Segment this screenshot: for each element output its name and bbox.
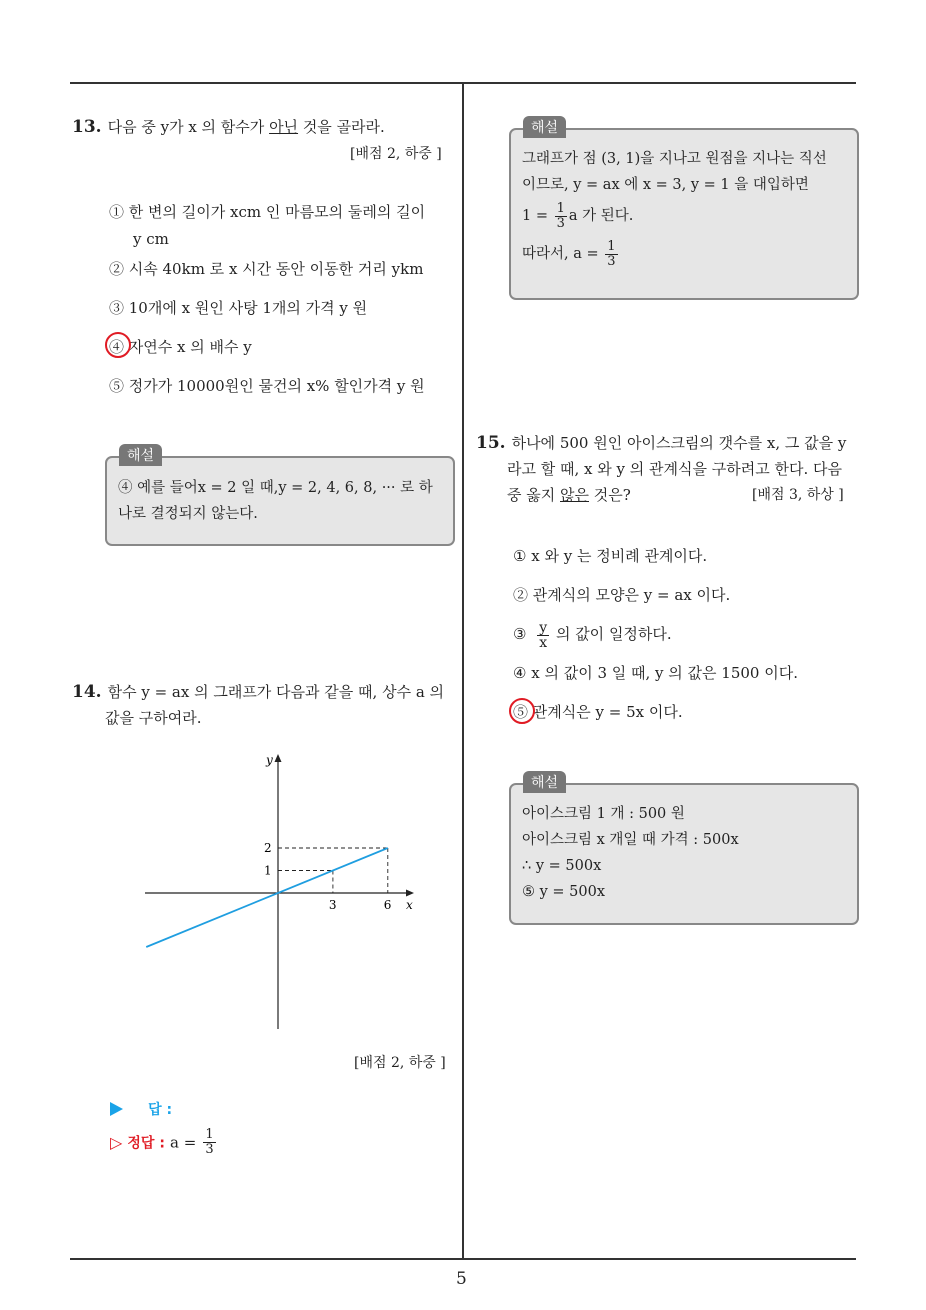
q13-option-2: ② 시속 40km 로 x 시간 동안 이동한 거리 ykm [109,260,424,278]
question-number: 14. [72,682,102,702]
x-axis-label: x [406,898,413,912]
correct-answer-row [110,1128,218,1168]
play-icon [110,1102,123,1116]
question-15-line3: 중 옳지 않은 것은? [507,486,631,504]
page-number: 5 [456,1269,467,1289]
q14-meta: [배점 2, 하중 ] [354,1055,446,1071]
question-number: 13. [72,117,102,137]
question-14: 14. 함수 y = ax 의 그래프가 다음과 같을 때, 상수 a 의 [72,682,445,702]
column-divider [462,82,464,1260]
q14-explanation-tag: 해설 [523,116,566,138]
q15-option-1: ① x 와 y 는 정비례 관계이다. [513,547,708,565]
q13-explanation-tag: 해설 [119,444,162,466]
linear-function-graph [140,748,440,1038]
outline-play-icon: ▷ [110,1133,123,1152]
question-13: 13. 다음 중 y가 x 의 함수가 아닌 것을 골라라. [72,117,385,137]
fraction: $\frac{1}{3}$ [556,200,565,231]
q15-meta: [배점 3, 하상 ] [752,487,844,503]
q15-option-2: ② 관계식의 모양은 y = ax 이다. [513,586,731,604]
fraction: $\frac{y}{x}$ [539,619,548,651]
q13-option-3: ③ 10개에 x 원인 사탕 1개의 가격 y 원 [109,299,368,317]
question-number: 15. [476,433,506,453]
q13-option-1-cont: y cm [133,230,169,248]
fraction: $\frac{1}{3}$ [607,238,616,269]
question-14-line2: 값을 구하여라. [105,709,202,727]
x-tick-label: 3 [328,898,337,912]
q15-explanation-tag: 해설 [523,771,566,793]
q15-option-3: ③ $\frac{y}{x}$ 의 값이 일정하다. [513,619,672,651]
q13-option-4: ④ 자연수 x 의 배수 y [109,338,252,356]
answer-label: 답 : [148,1101,173,1118]
q13-option-5: ⑤ 정가가 10000원인 물건의 x% 할인가격 y 원 [109,377,425,395]
correct-fraction: $\frac{1}{3}$ [205,1127,214,1157]
x-tick-label: 6 [383,898,392,912]
answer-mark-circle [509,698,535,724]
y-tick-label: 2 [264,841,272,855]
q15-option-5: ⑤ 관계식은 y = 5x 이다. [513,703,683,721]
question-15: 15. 하나에 500 원인 아이스크림의 갯수를 x, 그 값을 y [476,433,847,453]
y-tick-label: 1 [264,863,272,878]
q13-meta: [배점 2, 하중 ] [350,146,442,162]
correct-prefix: a = [170,1133,197,1152]
q13-option-1: ① 한 변의 길이가 xcm 인 마름모의 둘레의 길이 [109,203,426,221]
q15-option-4: ④ x 의 값이 3 일 때, y 의 값은 1500 이다. [513,664,798,682]
question-15-line2: 라고 할 때, x 와 y 의 관계식을 구하려고 한다. 다음 [507,460,842,478]
x-axis-arrow [406,890,414,897]
answer-row [110,1098,172,1120]
q15-explanation-text: 아이스크림 1 개 : 500 원 아이스크림 x 개일 때 가격 : 500x ∴ y = 500x ⑤ y = 500x [522,806,739,900]
bottom-rule [70,1258,856,1260]
y-axis-label: y [266,753,273,767]
q14-explanation-text: 그래프가 점 (3, 1)을 지나고 원점을 지나는 직선 이므로, y = ax 에 x = 3, y = 1 을 대입하면 1 = $\frac{1}{3}$ a 가 된다. 따라서, a = $\frac{1}{3}$ [522,151,827,269]
correct-label: 정답 : [127,1135,165,1152]
answer-mark-circle [105,332,131,358]
q13-explanation-text: ④ 예를 들어x = 2 일 때,y = 2, 4, 6, 8, ··· 로 하 나로 결정되지 않는다. [118,480,433,522]
y-axis-arrow [275,754,282,762]
